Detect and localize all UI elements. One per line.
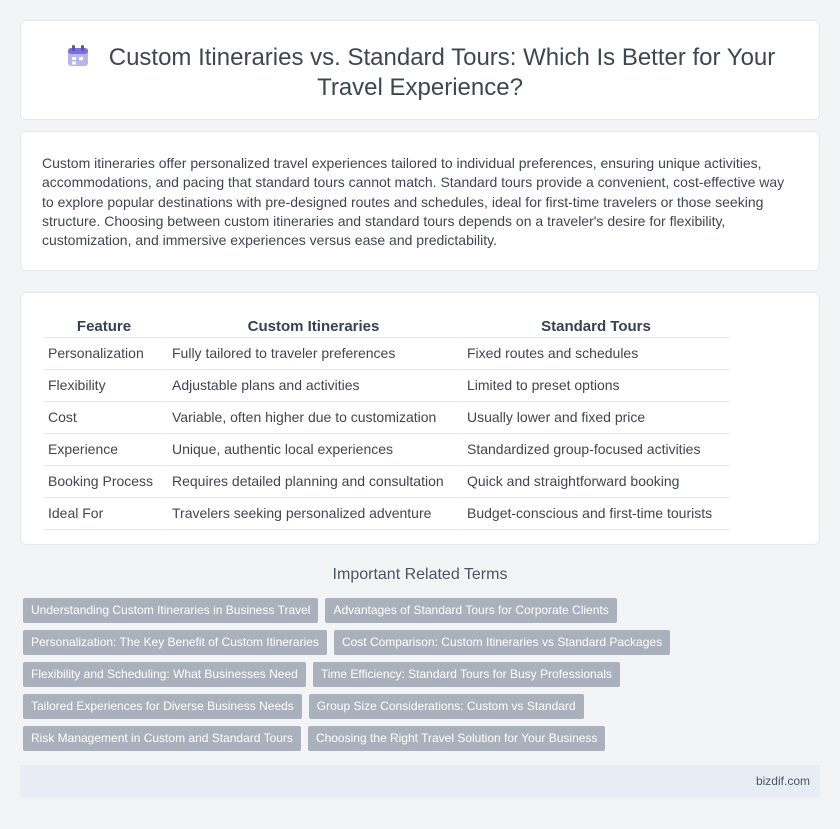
custom-cell: Variable, often higher due to customization (165, 402, 460, 434)
related-term-tag[interactable]: Tailored Experiences for Diverse Business Needs (23, 694, 302, 719)
standard-cell: Quick and straightforward booking (460, 466, 730, 498)
footer-site-link[interactable]: bizdif.com (755, 774, 810, 788)
custom-cell: Requires detailed planning and consultation (165, 466, 460, 498)
related-term-tag[interactable]: Personalization: The Key Benefit of Custom Itineraries (23, 630, 327, 655)
standard-cell: Limited to preset options (460, 370, 730, 402)
header-feature: Feature (43, 315, 165, 338)
table-row (43, 338, 730, 370)
table-row (43, 434, 730, 466)
standard-cell: Budget-conscious and first-time tourists (460, 498, 730, 530)
header-standard-tours: Standard Tours (460, 315, 730, 338)
related-term-tag[interactable]: Time Efficiency: Standard Tours for Busy Professionals (313, 662, 620, 687)
custom-cell: Fully tailored to traveler preferences (165, 338, 460, 370)
feature-cell: Cost (43, 402, 165, 434)
feature-cell: Personalization (43, 338, 165, 370)
standard-cell: Fixed routes and schedules (460, 338, 730, 370)
summary-card (20, 131, 820, 271)
feature-cell: Booking Process (43, 466, 165, 498)
page-title (21, 43, 819, 103)
table-row (43, 466, 730, 498)
comparison-card (20, 292, 820, 545)
table-row (43, 402, 730, 434)
related-term-tag[interactable]: Advantages of Standard Tours for Corporate Clients (325, 598, 616, 623)
related-term-tag[interactable]: Flexibility and Scheduling: What Businesses Need (23, 662, 306, 687)
table-row (43, 370, 730, 402)
custom-cell: Travelers seeking personalized adventure (165, 498, 460, 530)
related-term-tag[interactable]: Choosing the Right Travel Solution for Your Business (308, 726, 606, 751)
header-custom-itineraries: Custom Itineraries (165, 315, 460, 338)
table-row (43, 498, 730, 530)
summary-text: Custom itineraries offer personalized travel experiences tailored to individual preferences, ensuring unique activities, accommodations, and pacing that standard tours cannot match. Standard tours provide a convenient, cost-effective way to explore popular destinations with pre-designed routes and schedules, ideal for first-time travelers or those seeking structure. Choosing between custom itineraries and standard tours depends on a traveler's desire for flexibility, customization, and immersive experiences versus ease and predictability. (42, 155, 785, 249)
title-line-1: Custom Itineraries vs. Standard Tours: Which Is Better for Your (108, 44, 776, 71)
standard-cell: Standardized group-focused activities (460, 434, 730, 466)
calendar-icon (65, 43, 91, 69)
feature-cell: Ideal For (43, 498, 165, 530)
footer (20, 765, 820, 798)
comparison-table (43, 315, 730, 530)
related-term-tag[interactable]: Risk Management in Custom and Standard Tours (23, 726, 301, 751)
related-term-tag[interactable]: Understanding Custom Itineraries in Business Travel (23, 598, 318, 623)
standard-cell: Usually lower and fixed price (460, 402, 730, 434)
table-header-row (43, 315, 730, 338)
custom-cell: Adjustable plans and activities (165, 370, 460, 402)
custom-cell: Unique, authentic local experiences (165, 434, 460, 466)
feature-cell: Experience (43, 434, 165, 466)
related-terms-list (23, 598, 723, 758)
related-term-tag[interactable]: Group Size Considerations: Custom vs Standard (309, 694, 584, 719)
related-term-tag[interactable]: Cost Comparison: Custom Itineraries vs Standard Packages (334, 630, 670, 655)
related-terms-heading: Important Related Terms (332, 566, 508, 583)
title-card (20, 20, 820, 120)
title-line-2: Travel Experience? (317, 74, 523, 101)
feature-cell: Flexibility (43, 370, 165, 402)
